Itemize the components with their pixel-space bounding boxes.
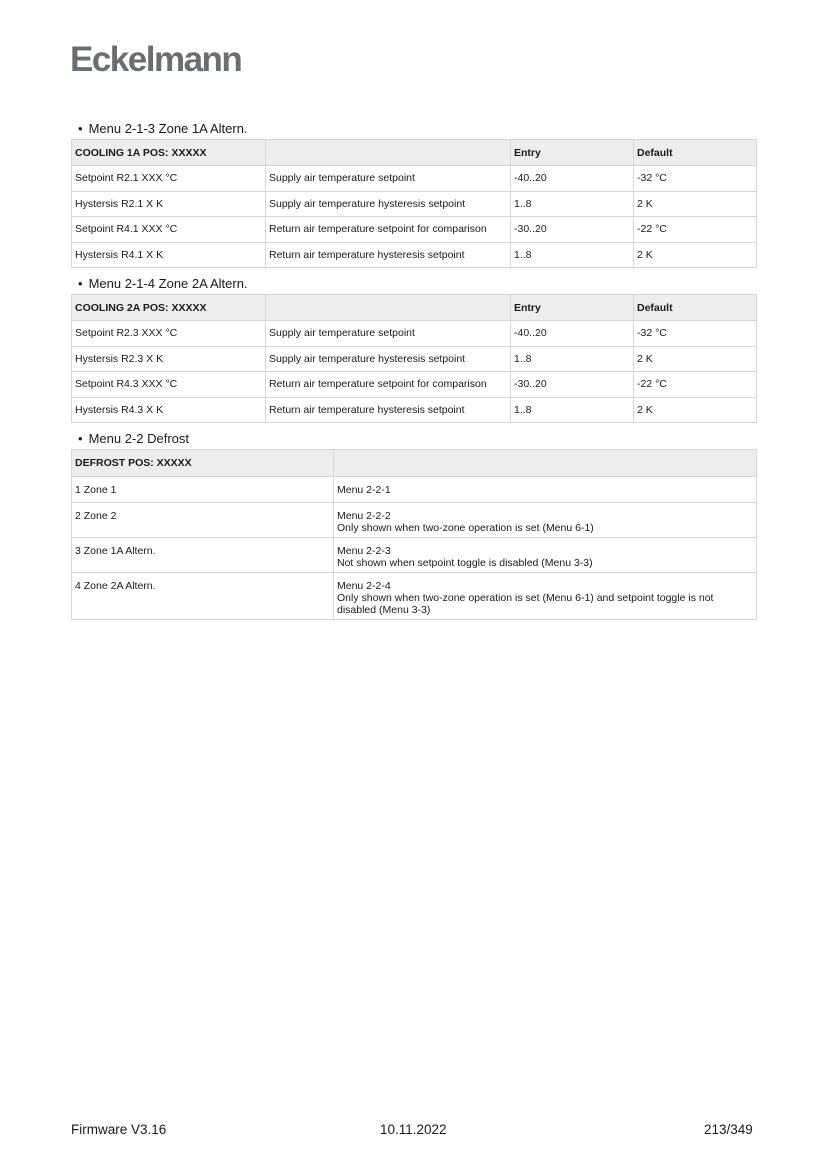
cell-parameter: Hystersis R2.3 X K — [72, 346, 266, 372]
table-zone-2a — [71, 294, 757, 423]
cell-entry: 1..8 — [511, 346, 634, 372]
header-cell — [334, 450, 757, 477]
cell-default: 2 K — [634, 397, 757, 423]
menu-note: Only shown when two-zone operation is set (Menu 6-1) — [337, 522, 594, 534]
bullet-icon: • — [78, 431, 83, 446]
table-row — [72, 166, 757, 192]
header-cell: DEFROST POS: XXXXX — [72, 450, 334, 477]
table-header-row — [72, 450, 757, 477]
cell-parameter: Hystersis R4.1 X K — [72, 242, 266, 268]
table-row — [72, 538, 757, 573]
cell-entry: -30..20 — [511, 372, 634, 398]
table-zone-1a — [71, 139, 757, 268]
cell-parameter: Hystersis R4.3 X K — [72, 397, 266, 423]
section-title-text: Menu 2-1-4 Zone 2A Altern. — [88, 276, 248, 291]
menu-note: Only shown when two-zone operation is set (Menu 6-1) and setpoint toggle is not disabled (Menu 3-3) — [337, 592, 714, 616]
section-title-zone-1a — [78, 121, 248, 136]
cell-description: Return air temperature hysteresis setpoint — [266, 242, 511, 268]
table-defrost — [71, 449, 757, 620]
footer-page-number: 213/349 — [704, 1122, 753, 1137]
cell-entry: -40..20 — [511, 321, 634, 347]
table-row — [72, 397, 757, 423]
cell-entry: 1..8 — [511, 242, 634, 268]
table-row — [72, 321, 757, 347]
table-row — [72, 503, 757, 538]
table-row — [72, 372, 757, 398]
cell-menu — [334, 503, 757, 538]
cell-entry: -30..20 — [511, 217, 634, 243]
header-cell: COOLING 2A POS: XXXXX — [72, 295, 266, 321]
table-row — [72, 191, 757, 217]
section-title-text: Menu 2-1-3 Zone 1A Altern. — [88, 121, 248, 136]
table-row — [72, 242, 757, 268]
bullet-icon: • — [78, 276, 83, 291]
section-title-text: Menu 2-2 Defrost — [88, 431, 189, 446]
cell-zone: 4 Zone 2A Altern. — [72, 573, 334, 620]
header-cell: Default — [634, 295, 757, 321]
table-row — [72, 573, 757, 620]
cell-parameter: Setpoint R2.3 XXX °C — [72, 321, 266, 347]
cell-default: 2 K — [634, 346, 757, 372]
cell-zone: 1 Zone 1 — [72, 477, 334, 503]
header-cell: Entry — [511, 140, 634, 166]
cell-default: 2 K — [634, 242, 757, 268]
table-header-row — [72, 295, 757, 321]
cell-entry: 1..8 — [511, 397, 634, 423]
cell-entry: 1..8 — [511, 191, 634, 217]
cell-description: Supply air temperature setpoint — [266, 166, 511, 192]
cell-parameter: Setpoint R4.3 XXX °C — [72, 372, 266, 398]
menu-ref: Menu 2-2-2 — [337, 510, 391, 522]
cell-description: Supply air temperature hysteresis setpoint — [266, 346, 511, 372]
menu-ref: Menu 2-2-4 — [337, 580, 391, 592]
footer-date: 10.11.2022 — [380, 1122, 447, 1137]
cell-entry: -40..20 — [511, 166, 634, 192]
cell-parameter: Setpoint R2.1 XXX °C — [72, 166, 266, 192]
header-cell — [266, 140, 511, 166]
cell-description: Supply air temperature hysteresis setpoint — [266, 191, 511, 217]
cell-menu — [334, 573, 757, 620]
table-row — [72, 346, 757, 372]
header-cell: COOLING 1A POS: XXXXX — [72, 140, 266, 166]
cell-parameter: Hystersis R2.1 X K — [72, 191, 266, 217]
cell-parameter: Setpoint R4.1 XXX °C — [72, 217, 266, 243]
cell-default: -22 °C — [634, 217, 757, 243]
table-row — [72, 477, 757, 503]
table-row — [72, 217, 757, 243]
cell-zone: 2 Zone 2 — [72, 503, 334, 538]
cell-description: Return air temperature setpoint for comparison — [266, 217, 511, 243]
footer-firmware: Firmware V3.16 — [71, 1122, 167, 1137]
cell-zone: 3 Zone 1A Altern. — [72, 538, 334, 573]
bullet-icon: • — [78, 121, 83, 136]
table-header-row — [72, 140, 757, 166]
cell-default: -32 °C — [634, 321, 757, 347]
cell-menu — [334, 538, 757, 573]
header-cell: Default — [634, 140, 757, 166]
menu-note: Not shown when setpoint toggle is disabled (Menu 3-3) — [337, 557, 593, 569]
cell-description: Return air temperature setpoint for comparison — [266, 372, 511, 398]
menu-ref: Menu 2-2-3 — [337, 545, 391, 557]
cell-description: Return air temperature hysteresis setpoint — [266, 397, 511, 423]
section-title-defrost — [78, 431, 189, 446]
cell-menu — [334, 477, 757, 503]
cell-default: -32 °C — [634, 166, 757, 192]
brand-logo: Eckelmann — [70, 40, 242, 79]
menu-ref: Menu 2-2-1 — [337, 484, 391, 496]
header-cell — [266, 295, 511, 321]
section-title-zone-2a — [78, 276, 248, 291]
cell-default: -22 °C — [634, 372, 757, 398]
header-cell: Entry — [511, 295, 634, 321]
cell-description: Supply air temperature setpoint — [266, 321, 511, 347]
cell-default: 2 K — [634, 191, 757, 217]
